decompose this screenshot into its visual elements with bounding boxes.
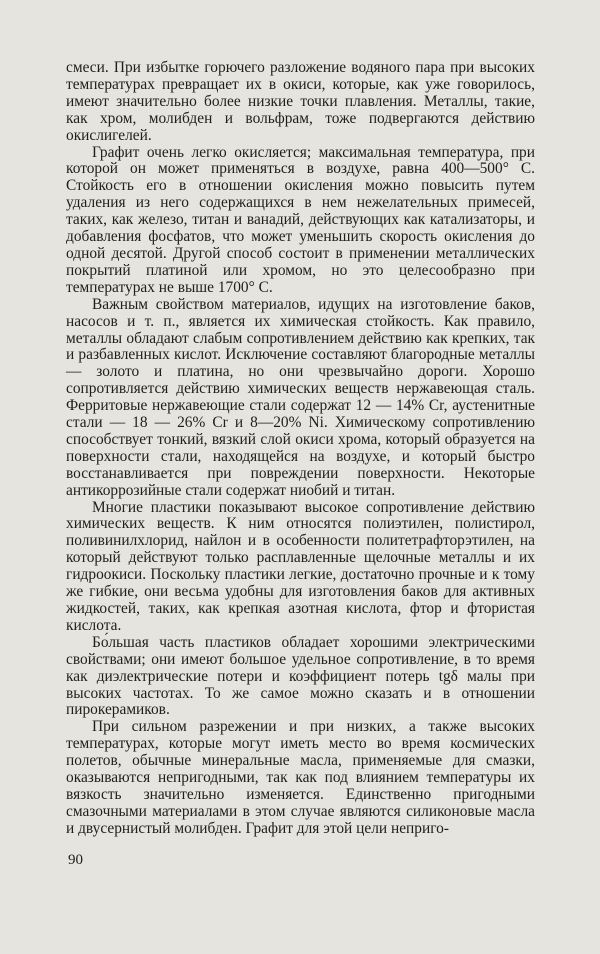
page-number: 90: [68, 852, 83, 868]
paragraph-lubricants: При сильном разрежении и при низких, а также высоких температурах, которые могут иметь место во время космических полетов, обычные минеральные масла, применяемые для смазки, оказываются непригодными, так как под влиянием температуры их вязкость значительно изменяется. Единственно пригодными смазочными материалами в этом случае являются силиконовые масла и двусернистый молибден. Графит для этой цели неприго-: [66, 718, 535, 837]
paragraph-plastics-electrical: Бо́льшая часть пластиков обладает хорошими электрическими свойствами; они имеют большое удельное сопротивление, в то время как диэлектрические потери и коэффициент потерь tgδ малы при высоких частотах. То же самое можно сказать и в отношении пирокерамиков.: [66, 633, 535, 719]
body-text: [66, 60, 535, 838]
paragraph-graphite-oxidation: Графит очень легко окисляется; максимальная температура, при которой он может применяться в воздухе, равна 400—500° С. Стойкость его в отношении окисления можно повысить путем удаления из него содержащихся в нем нежелательных примесей, таких, как железо, титан и ванадий, действующих как катализаторы, и добавления фосфатов, что может уменьшить скорость окисления до одной десятой. Другой способ состоит в применении металлических покрытий платиной или хромом, но это целесообразно при температурах не выше 1700° С.: [66, 143, 535, 296]
paragraph-chemical-resistance-metals: Важным свойством материалов, идущих на изготовление баков, насосов и т. п., является их химическая стойкость. Как правило, металлы обладают слабым сопротивлением действию как крепких, так и разбавленных кислот. Исключение составляют благородные металлы — золото и платина, но они чрезвычайно дороги. Хорошо сопротивляется действию химических веществ нержавеющая сталь. Ферритовые нержавеющие стали содержат 12 — 14% Cr, аустенитные стали — 18 — 26% Cr и 8—20% Ni. Химическому сопротивлению способствует тонкий, вязкий слой окиси хрома, который образуется на поверхности стали, находящейся на воздухе, и который быстро восстанавливается при повреждении поверхности. Некоторые антикоррозийные стали содержат ниобий и титан.: [66, 295, 535, 499]
paragraph-plastics-resistance: Многие пластики показывают высокое сопротивление действию химических веществ. К ним относятся полиэтилен, полистирол, поливинилхлорид, найлон и в особенности политетрафторэтилен, на который действуют только расплавленные щелочные металлы и их гидроокиси. Поскольку пластики легкие, достаточно прочные и к тому же гибкие, они весьма удобны для изготовления баков для активных жидкостей, таких, как крепкая азотная кислота, фтор и фтористая кислота.: [66, 498, 535, 634]
paragraph-oxidation-products: смеси. При избытке горючего разложение водяного пара при высоких температурах превращает их в окиси, которые, как уже говорилось, имеют значительно более низкие точки плавления. Металлы, такие, как хром, молибден и вольфрам, тоже подвергаются действию окислигелей.: [66, 59, 535, 144]
